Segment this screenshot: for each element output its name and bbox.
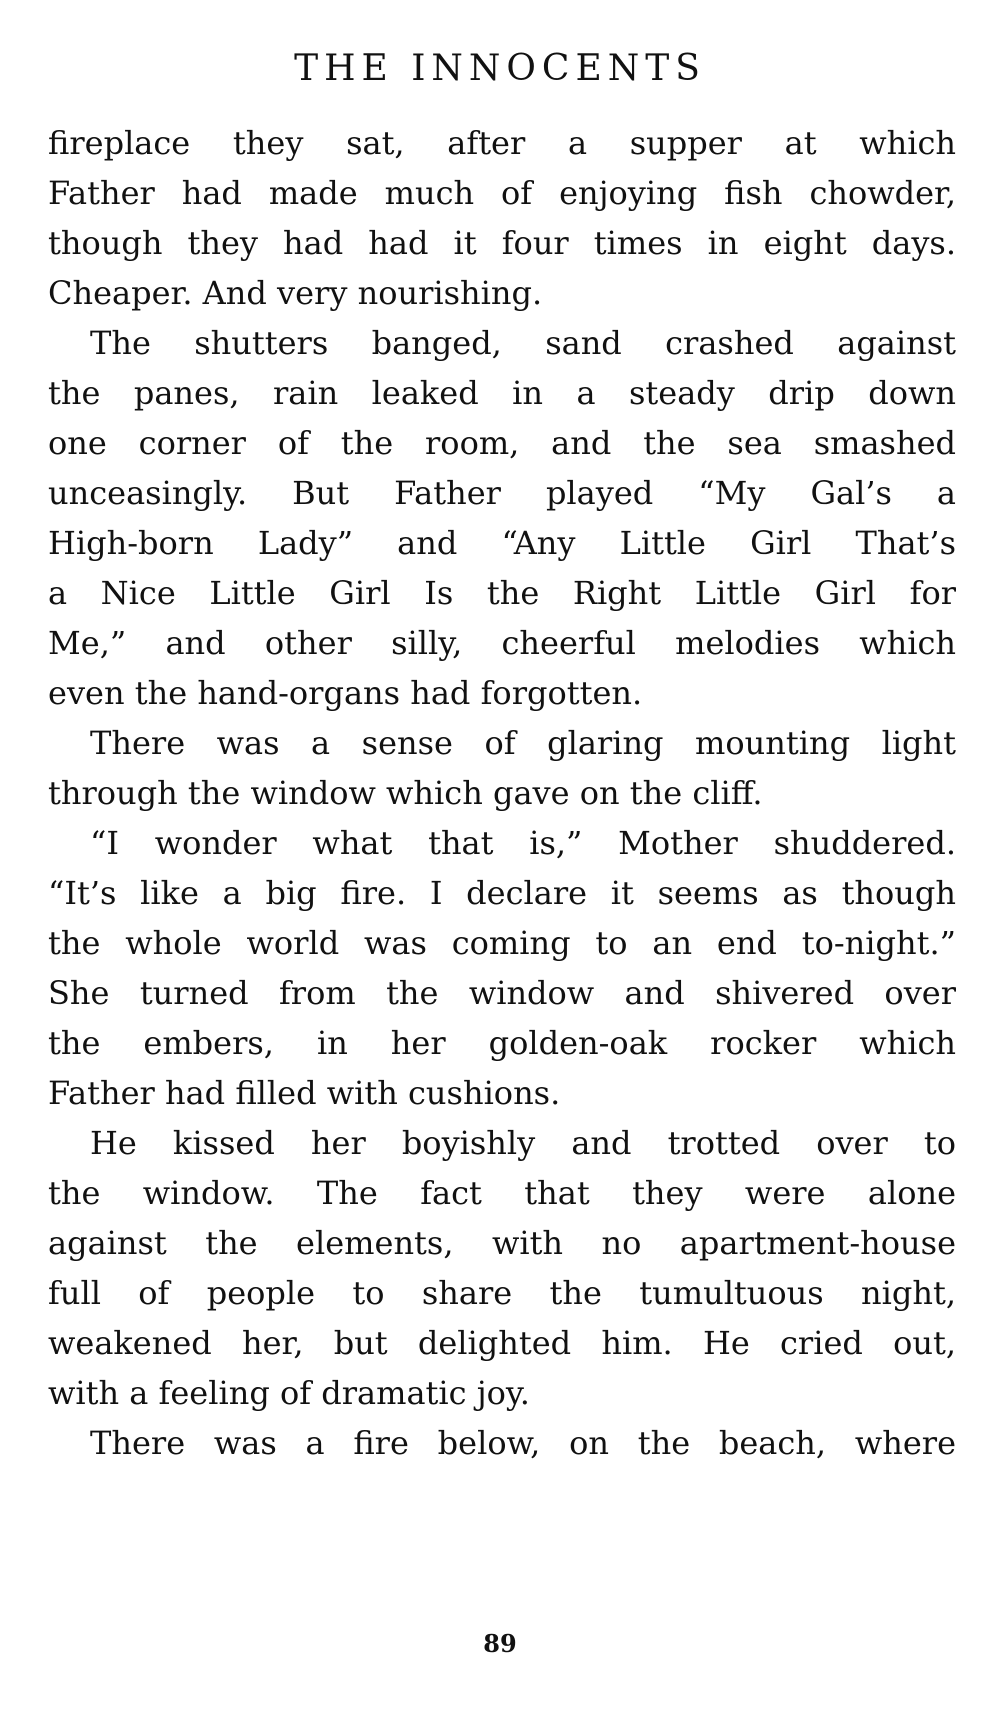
text-line: High-born Lady” and “Any Little Girl That’s [48, 524, 956, 562]
paragraph [48, 118, 956, 318]
paragraph [48, 718, 956, 818]
text-line: There was a fire below, on the beach, where [90, 1424, 956, 1462]
text-line: through the window which gave on the cliff. [48, 774, 763, 812]
paragraph [48, 818, 956, 1118]
paragraph [48, 1418, 956, 1468]
text-line: one corner of the room, and the sea smashed [48, 424, 956, 462]
text-line: He kissed her boyishly and trotted over to [90, 1124, 956, 1162]
running-head: THE INNOCENTS [294, 48, 706, 89]
text-line: Me,” and other silly, cheerful melodies which [48, 624, 956, 662]
body-text [48, 118, 956, 1468]
text-line: the whole world was coming to an end to-night.” [48, 924, 956, 962]
text-line: with a feeling of dramatic joy. [48, 1374, 530, 1412]
paragraph [48, 1118, 956, 1418]
text-line: fireplace they sat, after a supper at which [48, 124, 956, 162]
text-line: “I wonder what that is,” Mother shuddered. [90, 824, 956, 862]
paragraph [48, 318, 956, 718]
text-line: the panes, rain leaked in a steady drip down [48, 374, 956, 412]
text-line: Cheaper. And very nourishing. [48, 274, 543, 312]
text-line: Father had made much of enjoying fish chowder, [48, 174, 956, 212]
text-line: though they had had it four times in eight days. [48, 224, 956, 262]
text-line: The shutters banged, sand crashed against [90, 324, 956, 362]
text-line: against the elements, with no apartment-house [48, 1224, 956, 1262]
text-line: full of people to share the tumultuous night, [48, 1274, 956, 1312]
text-line: “It’s like a big fire. I declare it seems as though [48, 874, 956, 912]
text-line: Father had filled with cushions. [48, 1074, 561, 1112]
text-line: even the hand-organs had forgotten. [48, 674, 643, 712]
page-number: 89 [483, 1629, 517, 1658]
text-line: She turned from the window and shivered over [48, 974, 956, 1012]
text-line: There was a sense of glaring mounting light [90, 724, 956, 762]
text-line: a Nice Little Girl Is the Right Little Girl for [48, 574, 956, 612]
text-line: unceasingly. But Father played “My Gal’s a [48, 474, 956, 512]
text-line: the embers, in her golden-oak rocker which [48, 1024, 956, 1062]
text-line: weakened her, but delighted him. He cried out, [48, 1324, 956, 1362]
text-line: the window. The fact that they were alone [48, 1174, 956, 1212]
